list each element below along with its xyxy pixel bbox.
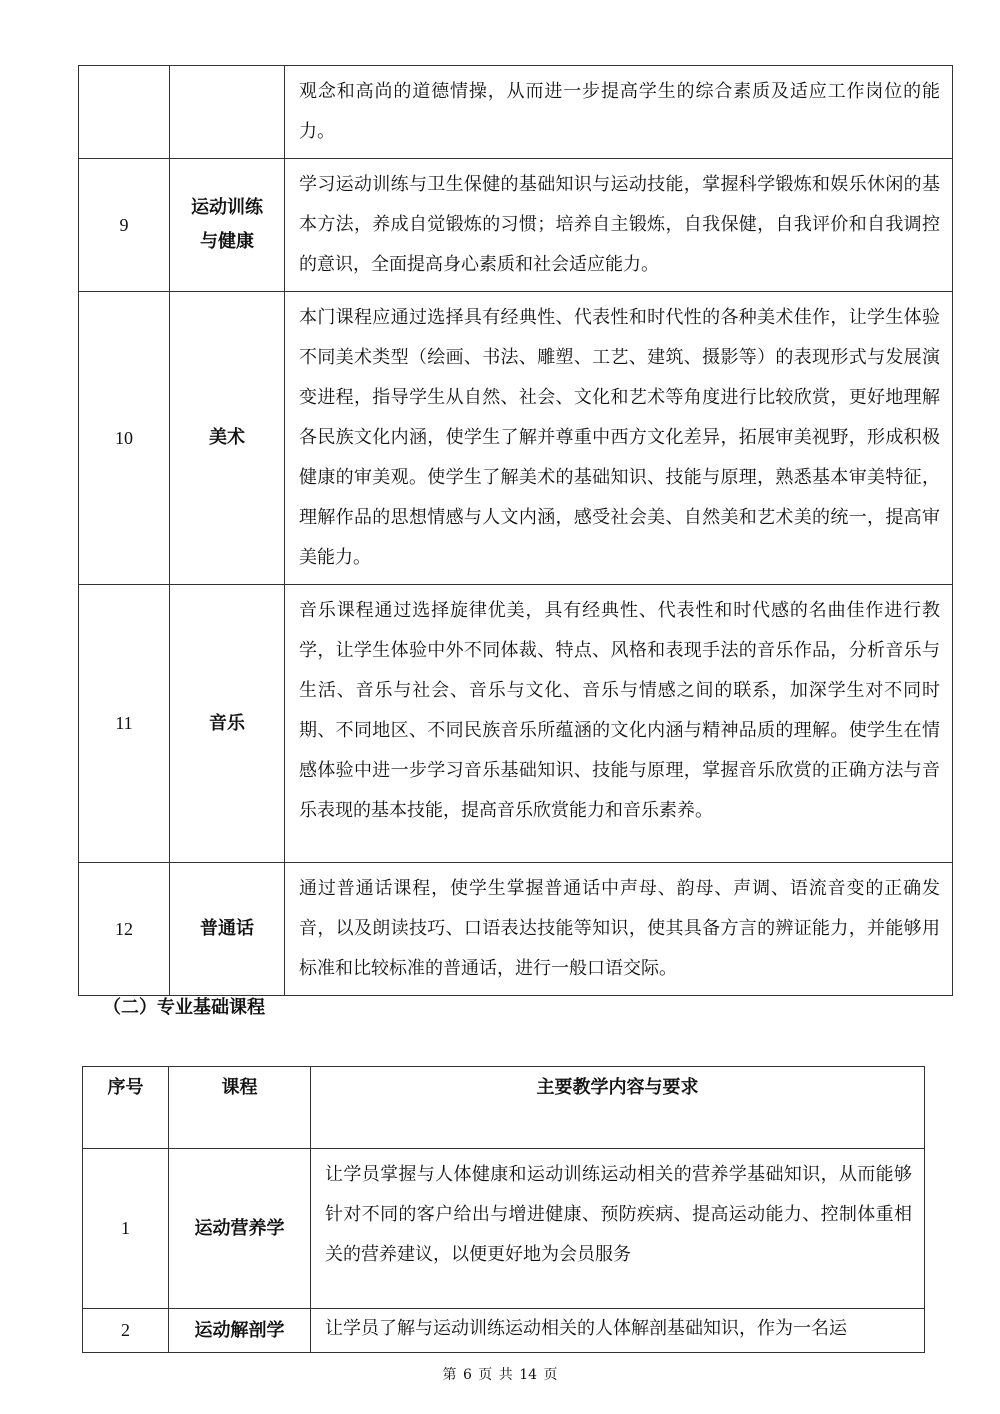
course-name: 音乐 — [170, 585, 285, 863]
row-number: 9 — [79, 159, 170, 292]
header-content: 主要教学内容与要求 — [311, 1067, 925, 1149]
row-number — [79, 66, 170, 159]
row-number: 11 — [79, 585, 170, 863]
row-number: 1 — [83, 1149, 169, 1309]
course-name: 美术 — [170, 292, 285, 585]
section-heading: （二）专业基础课程 — [103, 997, 265, 1018]
row-number: 10 — [79, 292, 170, 585]
row-number: 2 — [83, 1309, 169, 1353]
page-footer: 第 6 页 共 14 页 — [442, 1367, 558, 1383]
course-name: 运动营养学 — [169, 1149, 311, 1309]
course-description: 音乐课程通过选择旋律优美，具有经典性、代表性和时代感的名曲佳作进行教学，让学生体验中外不同体裁、特点、风格和表现手法的音乐作品，分析音乐与生活、音乐与社会、音乐与文化、音乐与情感之间的联系，加深学生对不同时期、不同地区、不同民族音乐所蕴涵的文化内涵与精神品质的理解。使学生在情感体验中进一步学习音乐基础知识、技能与原理，掌握音乐欣赏的正确方法与音乐表现的基本技能，提高音乐欣赏能力和音乐素养。 — [285, 585, 953, 863]
table-row — [79, 863, 953, 996]
table-row — [79, 66, 953, 159]
table-header-row — [83, 1067, 925, 1149]
course-description: 本门课程应通过选择具有经典性、代表性和时代性的各种美术佳作，让学生体验不同美术类型（绘画、书法、雕塑、工艺、建筑、摄影等）的表现形式与发展演变进程，指导学生从自然、社会、文化和艺术等角度进行比较欣赏，更好地理解各民族文化内涵，使学生了解并尊重中西方文化差异，拓展审美视野，形成积极健康的审美观。使学生了解美术的基础知识、技能与原理，熟悉基本审美特征，理解作品的思想情感与人文内涵，感受社会美、自然美和艺术美的统一，提高审美能力。 — [285, 292, 953, 585]
header-no: 序号 — [83, 1067, 169, 1149]
course-name — [170, 66, 285, 159]
table-row — [79, 292, 953, 585]
course-description: 让学员掌握与人体健康和运动训练运动相关的营养学基础知识，从而能够针对不同的客户给出与增进健康、预防疾病、提高运动能力、控制体重相关的营养建议，以便更好地为会员服务 — [311, 1149, 925, 1309]
course-description: 学习运动训练与卫生保健的基础知识与运动技能，掌握科学锻炼和娱乐休闲的基本方法，养成自觉锻炼的习惯；培养自主锻炼，自我保健，自我评价和自我调控的意识，全面提高身心素质和社会适应能力。 — [285, 159, 953, 292]
table-row — [79, 159, 953, 292]
course-name-text: 运动训练与健康 — [191, 197, 263, 252]
course-name: 普通话 — [170, 863, 285, 996]
table-row — [83, 1149, 925, 1309]
professional-course-table — [82, 1066, 925, 1353]
course-description: 观念和高尚的道德情操，从而进一步提高学生的综合素质及适应工作岗位的能力。 — [285, 66, 953, 159]
course-description: 让学员了解与运动训练运动相关的人体解剖基础知识，作为一名运 — [311, 1309, 925, 1353]
header-course: 课程 — [169, 1067, 311, 1149]
course-name: 运动解剖学 — [169, 1309, 311, 1353]
row-number: 12 — [79, 863, 170, 996]
general-course-table — [78, 65, 953, 996]
table-row — [83, 1309, 925, 1353]
course-description: 通过普通话课程，使学生掌握普通话中声母、韵母、声调、语流音变的正确发音，以及朗读技巧、口语表达技能等知识，使其具备方言的辨证能力，并能够用标准和比较标准的普通话，进行一般口语交际。 — [285, 863, 953, 996]
table-row — [79, 585, 953, 863]
course-name — [170, 159, 285, 292]
